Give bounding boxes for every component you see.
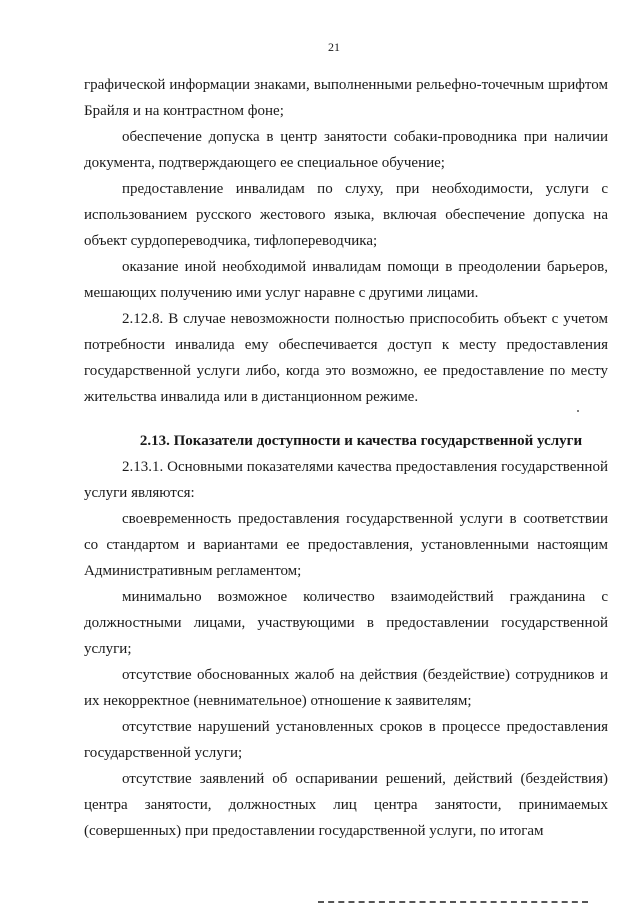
paragraph: отсутствие заявлений об оспаривании решений, действий (бездействия) центра занятости, должностных лиц центра занятости, принимаемых (совершенных) при предоставлении государственной услуги, по итогам (84, 771, 608, 839)
scan-speck (577, 410, 579, 412)
paragraph: обеспечение допуска в центр занятости собаки-проводника при наличии документа, подтверждающего ее специальное обучение; (84, 129, 608, 171)
paragraph: оказание иной необходимой инвалидам помощи в преодолении барьеров, мешающих получению ими услуг наравне с другими лицами. (84, 259, 608, 301)
paragraph: минимально возможное количество взаимодействий гражданина с должностными лицами, участвующими в предоставлении государственной услуги; (84, 589, 608, 657)
paragraph: графической информации знаками, выполненными рельефно-точечным шрифтом Брайля и на контрастном фоне; (84, 77, 608, 119)
paragraph: отсутствие нарушений установленных сроков в процессе предоставления государственной услуги; (84, 719, 608, 761)
paragraph: 2.12.8. В случае невозможности полностью приспособить объект с учетом потребности инвалида ему обеспечивается доступ к месту предоставления государственной услуги либо, когда это возможно, ее предоставление по месту жительства инвалида или в дистанционном режиме. (84, 311, 608, 405)
paragraph: своевременность предоставления государственной услуги в соответствии со стандартом и вариантами ее предоставления, установленными настоящим Административным регламентом; (84, 511, 608, 579)
page-number: 21 (328, 40, 340, 54)
document-body (84, 72, 608, 844)
paragraph: предоставление инвалидам по слуху, при необходимости, услуги с использованием русского жестового языка, включая обеспечение допуска на объект сурдопереводчика, тифлопереводчика; (84, 181, 608, 249)
paragraph: отсутствие обоснованных жалоб на действия (бездействие) сотрудников и их некорректное (невнимательное) отношение к заявителям; (84, 667, 608, 709)
section-heading: 2.13. Показатели доступности и качества государственной услуги (139, 433, 583, 449)
scan-edge-line (318, 901, 588, 903)
paragraph: 2.13.1. Основными показателями качества предоставления государственной услуги являются: (84, 459, 608, 501)
